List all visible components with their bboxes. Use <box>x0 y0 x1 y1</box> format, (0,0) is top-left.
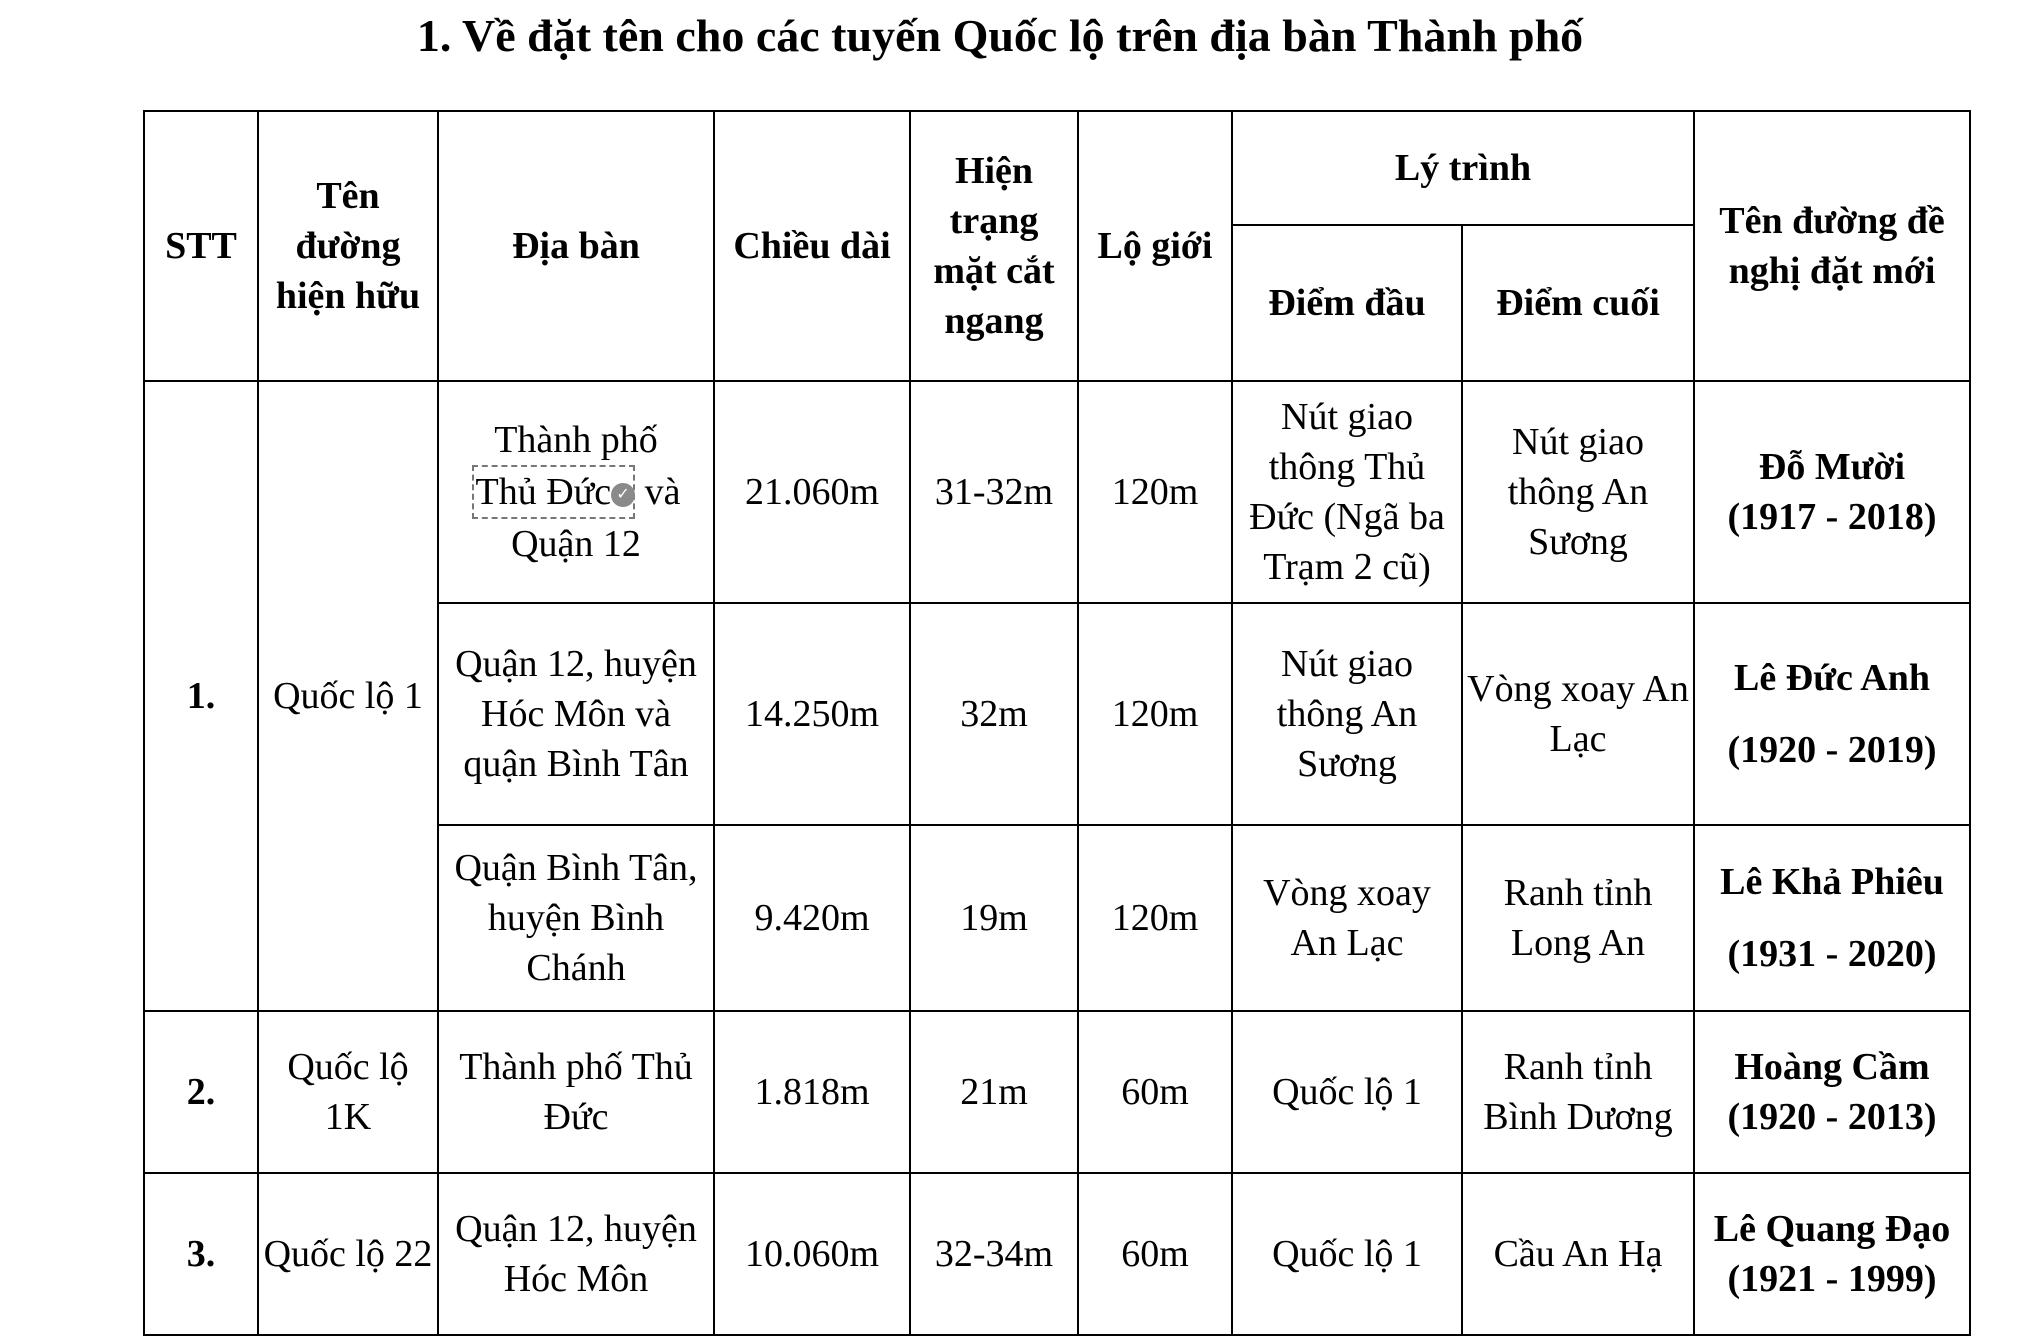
cross-section-cell: 31-32m <box>910 381 1078 603</box>
proposed-name-years: (1921 - 1999) <box>1727 1258 1937 1300</box>
proposed-name-cell <box>1694 1011 1970 1173</box>
cross-section-cell: 21m <box>910 1011 1078 1173</box>
header-route: Lý trình <box>1232 111 1694 225</box>
header-cross-section: Hiện trạng mặt cắt ngang <box>910 111 1078 381</box>
proposed-name: Lê Quang Đạo <box>1713 1208 1951 1250</box>
area-text: Thành phố <box>494 419 658 461</box>
header-proposed-name: Tên đường đề nghị đặt mới <box>1694 111 1970 381</box>
end-point-cell: Cầu An Hạ <box>1462 1173 1694 1335</box>
proposed-name-cell <box>1694 825 1970 1011</box>
header-existing-road-name: Tên đường hiện hữu <box>258 111 438 381</box>
start-point-cell: Nút giao thông Thủ Đức (Ngã ba Trạm 2 cũ) <box>1232 381 1462 603</box>
start-point-cell: Nút giao thông An Sương <box>1232 603 1462 825</box>
header-end-point: Điểm cuối <box>1462 225 1694 381</box>
proposed-name-years: (1931 - 2020) <box>1727 933 1937 975</box>
row-number: 2. <box>144 1011 258 1173</box>
area-text-marked: Thủ Đức <box>475 471 612 513</box>
proposed-name: Lê Khả Phiêu <box>1720 861 1944 903</box>
page-title: 1. Về đặt tên cho các tuyến Quốc lộ trên địa bàn Thành phố <box>416 10 1584 61</box>
road-width-cell: 60m <box>1078 1173 1232 1335</box>
length-cell: 9.420m <box>714 825 910 1011</box>
proposed-name: Lê Đức Anh <box>1734 657 1930 699</box>
length-cell: 21.060m <box>714 381 910 603</box>
area-cell: Thành phố Thủ Đức <box>438 1011 714 1173</box>
length-cell: 14.250m <box>714 603 910 825</box>
cross-section-cell: 32m <box>910 603 1078 825</box>
comment-marker[interactable] <box>472 465 636 519</box>
proposed-name: Đỗ Mười <box>1758 446 1906 488</box>
proposed-name-years: (1920 - 2019) <box>1727 729 1937 771</box>
area-cell: Quận 12, huyện Hóc Môn và quận Bình Tân <box>438 603 714 825</box>
end-point-cell: Ranh tỉnh Bình Dương <box>1462 1011 1694 1173</box>
road-width-cell: 120m <box>1078 603 1232 825</box>
start-point-cell: Vòng xoay An Lạc <box>1232 825 1462 1011</box>
proposed-name-cell <box>1694 603 1970 825</box>
road-width-cell: 120m <box>1078 381 1232 603</box>
proposed-name: Hoàng Cầm <box>1734 1046 1930 1088</box>
area-cell: Quận Bình Tân, huyện Bình Chánh <box>438 825 714 1011</box>
table-row <box>144 381 1970 603</box>
proposed-name-cell <box>1694 1173 1970 1335</box>
end-point-cell: Vòng xoay An Lạc <box>1462 603 1694 825</box>
start-point-cell: Quốc lộ 1 <box>1232 1011 1462 1173</box>
road-width-cell: 60m <box>1078 1011 1232 1173</box>
start-point-cell: Quốc lộ 1 <box>1232 1173 1462 1335</box>
existing-road-name: Quốc lộ 1 <box>258 381 438 1011</box>
header-area: Địa bàn <box>438 111 714 381</box>
cross-section-cell: 32-34m <box>910 1173 1078 1335</box>
header-road-width: Lộ giới <box>1078 111 1232 381</box>
header-start-point: Điểm đầu <box>1232 225 1462 381</box>
end-point-cell: Nút giao thông An Sương <box>1462 381 1694 603</box>
road-width-cell: 120m <box>1078 825 1232 1011</box>
header-length: Chiều dài <box>714 111 910 381</box>
end-point-cell: Ranh tỉnh Long An <box>1462 825 1694 1011</box>
row-number: 3. <box>144 1173 258 1335</box>
cross-section-cell: 19m <box>910 825 1078 1011</box>
area-cell <box>438 381 714 603</box>
proposed-name-cell <box>1694 381 1970 603</box>
proposed-name-years: (1917 - 2018) <box>1727 496 1937 538</box>
existing-road-name: Quốc lộ 1K <box>258 1011 438 1173</box>
national-roads-table <box>143 110 1971 1336</box>
existing-road-name: Quốc lộ 22 <box>258 1173 438 1335</box>
area-text: và Quận 12 <box>511 471 681 565</box>
length-cell: 1.818m <box>714 1011 910 1173</box>
table-row <box>144 1173 1970 1335</box>
row-number: 1. <box>144 381 258 1011</box>
proposed-name-years: (1920 - 2013) <box>1727 1096 1937 1138</box>
area-cell: Quận 12, huyện Hóc Môn <box>438 1173 714 1335</box>
comment-icon[interactable]: ✓ <box>611 483 635 507</box>
table-row <box>144 1011 1970 1173</box>
header-stt: STT <box>144 111 258 381</box>
length-cell: 10.060m <box>714 1173 910 1335</box>
